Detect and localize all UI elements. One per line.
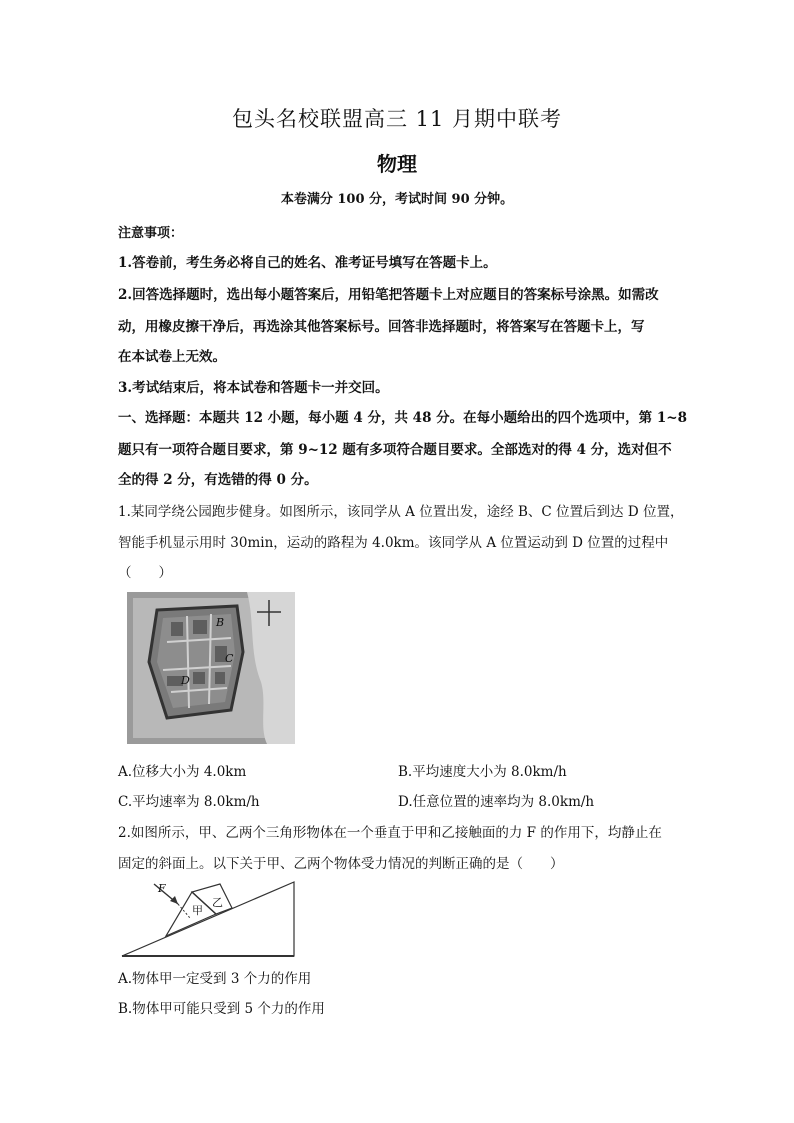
q2-option-a: A.物体甲一定受到 3 个力的作用: [118, 971, 312, 987]
q2-option-b: B.物体甲可能只受到 5 个力的作用: [118, 1001, 325, 1017]
force-label: F: [158, 882, 166, 895]
q2-text: 2.如图所示，甲、乙两个三角形物体在一个垂直于甲和乙接触面的力 F 的作用下，均静止在: [118, 825, 662, 841]
map-label-c: C: [225, 652, 234, 665]
park-map-figure: [127, 592, 295, 744]
q1-option-c: C.平均速率为 8.0km/h: [118, 794, 260, 810]
notice-line: 2.回答选择题时，选出每小题答案后，用铅笔把答题卡上对应题目的答案标号涂黑。如需改: [118, 287, 659, 303]
jia-label: 甲: [192, 904, 203, 917]
notice-line: 3.考试结束后，将本试卷和答题卡一并交回。: [118, 380, 389, 396]
section-instruction: 题只有一项符合题目要求，第 9~12 题有多项符合题目要求。全部选对的得 4 分，选对但不: [118, 442, 672, 458]
q1-option-d: D.任意位置的速率均为 8.0km/h: [398, 794, 595, 810]
notice-line: 动，用橡皮擦干净后，再选涂其他答案标号。回答非选择题时，将答案写在答题卡上，写: [118, 319, 645, 335]
q1-answer-blank: （ ）: [118, 565, 172, 581]
incline-figure: [120, 878, 300, 960]
score-info: 本卷满分 100 分，考试时间 90 分钟。: [280, 192, 514, 207]
q1-option-a: A.位移大小为 4.0km: [118, 764, 247, 780]
q2-text: 固定的斜面上。以下关于甲、乙两个物体受力情况的判断正确的是（ ）: [118, 856, 564, 872]
subject-title: 物理: [377, 152, 417, 176]
notice-heading: 注意事项：: [118, 226, 184, 241]
section-instruction: 一、选择题：本题共 12 小题，每小题 4 分，共 48 分。在每小题给出的四个选项中，第 1~8: [118, 410, 687, 426]
map-label-d: D: [181, 674, 190, 687]
q1-text: 1.某同学绕公园跑步健身。如图所示，该同学从 A 位置出发，途经 B、C 位置后到达 D 位置，: [118, 504, 684, 520]
section-instruction: 全的得 2 分，有选错的得 0 分。: [118, 472, 318, 488]
notice-line: 1.答卷前，考生务必将自己的姓名、准考证号填写在答题卡上。: [118, 255, 497, 271]
yi-label: 乙: [212, 896, 223, 909]
map-label-b: B: [216, 616, 225, 629]
q1-text: 智能手机显示用时 30min，运动的路程为 4.0km。该同学从 A 位置运动到 D 位置的过程中: [118, 535, 669, 551]
q1-option-b: B.平均速度大小为 8.0km/h: [398, 764, 567, 780]
page-title: 包头名校联盟高三 11 月期中联考: [231, 107, 563, 131]
notice-line: 在本试卷上无效。: [118, 349, 226, 365]
